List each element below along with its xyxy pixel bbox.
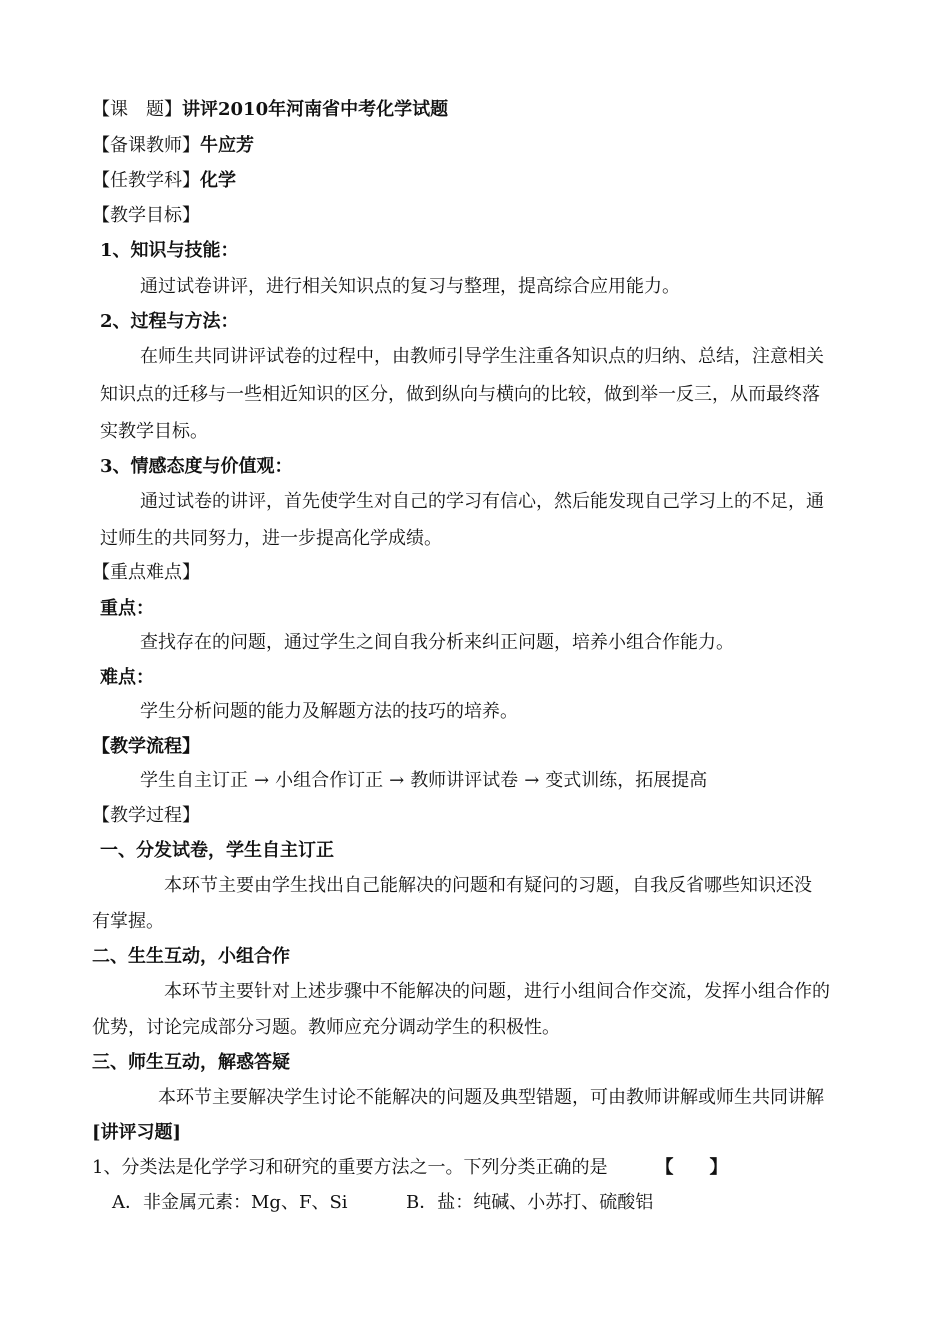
step1-text-1: 本环节主要由学生找出自己能解决的问题和有疑问的习题，自我反省哪些知识还没	[164, 875, 812, 896]
difficulty-title: 难点：	[100, 667, 154, 688]
topic-label: 【课 题】	[92, 99, 182, 120]
flow-step-1: 学生自主订正	[140, 770, 248, 791]
subject-label: 【任教学科】	[92, 170, 200, 191]
subject-line	[92, 169, 236, 193]
topic-line	[92, 98, 448, 122]
option-a: A．非金属元素：Mg、F、Si	[112, 1192, 348, 1213]
step2-text-1: 本环节主要针对上述步骤中不能解决的问题，进行小组间合作交流，发挥小组合作的	[164, 981, 830, 1002]
question-1-text: 1、分类法是化学学习和研究的重要方法之一。下列分类正确的是	[92, 1157, 608, 1178]
teacher-name: 牛应芳	[200, 135, 254, 156]
step2-title: 二、生生互动，小组合作	[92, 946, 290, 967]
step1-text-2: 有掌握。	[92, 911, 164, 932]
step3-title: 三、师生互动，解惑答疑	[92, 1052, 290, 1073]
emotion-values-title: 3、情感态度与价值观：	[100, 456, 293, 477]
key-point-text: 查找存在的问题，通过学生之间自我分析来纠正问题，培养小组合作能力。	[140, 632, 734, 653]
process-methods-text-2: 知识点的迁移与一些相近知识的区分，做到纵向与横向的比较，做到举一反三，从而最终落	[100, 384, 820, 405]
arrow-right-icon: →	[389, 770, 405, 791]
teacher-line	[92, 134, 254, 158]
teacher-label: 【备课教师】	[92, 135, 200, 156]
keypoints-heading: 【重点难点】	[92, 562, 200, 583]
process-heading: 【教学过程】	[92, 805, 200, 826]
knowledge-skills-text: 通过试卷讲评，进行相关知识点的复习与整理，提高综合应用能力。	[140, 276, 680, 297]
exercises-heading: [讲评习题]	[92, 1122, 182, 1143]
flow-steps	[140, 769, 707, 793]
answer-bracket: 【 】	[655, 1157, 728, 1178]
step2-text-2: 优势，讨论完成部分习题。教师应充分调动学生的积极性。	[92, 1017, 560, 1038]
key-point-title: 重点：	[100, 598, 154, 619]
flow-step-4: 变式训练，拓展提高	[545, 770, 708, 791]
topic-title: 讲评2010年河南省中考化学试题	[182, 99, 449, 120]
step3-text: 本环节主要解决学生讨论不能解决的问题及典型错题，可由教师讲解或师生共同讲解	[158, 1087, 824, 1108]
step1-title: 一、分发试卷，学生自主订正	[100, 840, 334, 861]
emotion-values-text-2: 过师生的共同努力，进一步提高化学成绩。	[100, 528, 442, 549]
arrow-right-icon: →	[524, 770, 540, 791]
process-methods-text-1: 在师生共同讲评试卷的过程中，由教师引导学生注重各知识点的归纳、总结，注意相关	[140, 346, 824, 367]
flow-step-2: 小组合作订正	[275, 770, 384, 791]
emotion-values-text-1: 通过试卷的讲评，首先使学生对自己的学习有信心，然后能发现自己学习上的不足，通	[140, 491, 824, 512]
process-methods-text-3: 实教学目标。	[100, 421, 208, 442]
objectives-heading: 【教学目标】	[92, 205, 200, 226]
flow-step-3: 教师讲评试卷	[410, 770, 519, 791]
arrow-right-icon: →	[254, 770, 270, 791]
flow-heading: 【教学流程】	[92, 736, 200, 757]
process-methods-title: 2、过程与方法：	[100, 311, 239, 332]
knowledge-skills-title: 1、知识与技能：	[100, 240, 239, 261]
option-b: B．盐：纯碱、小苏打、硫酸铝	[406, 1192, 654, 1213]
subject-name: 化学	[200, 170, 236, 191]
question-1	[92, 1156, 727, 1180]
difficulty-text: 学生分析问题的能力及解题方法的技巧的培养。	[140, 701, 518, 722]
